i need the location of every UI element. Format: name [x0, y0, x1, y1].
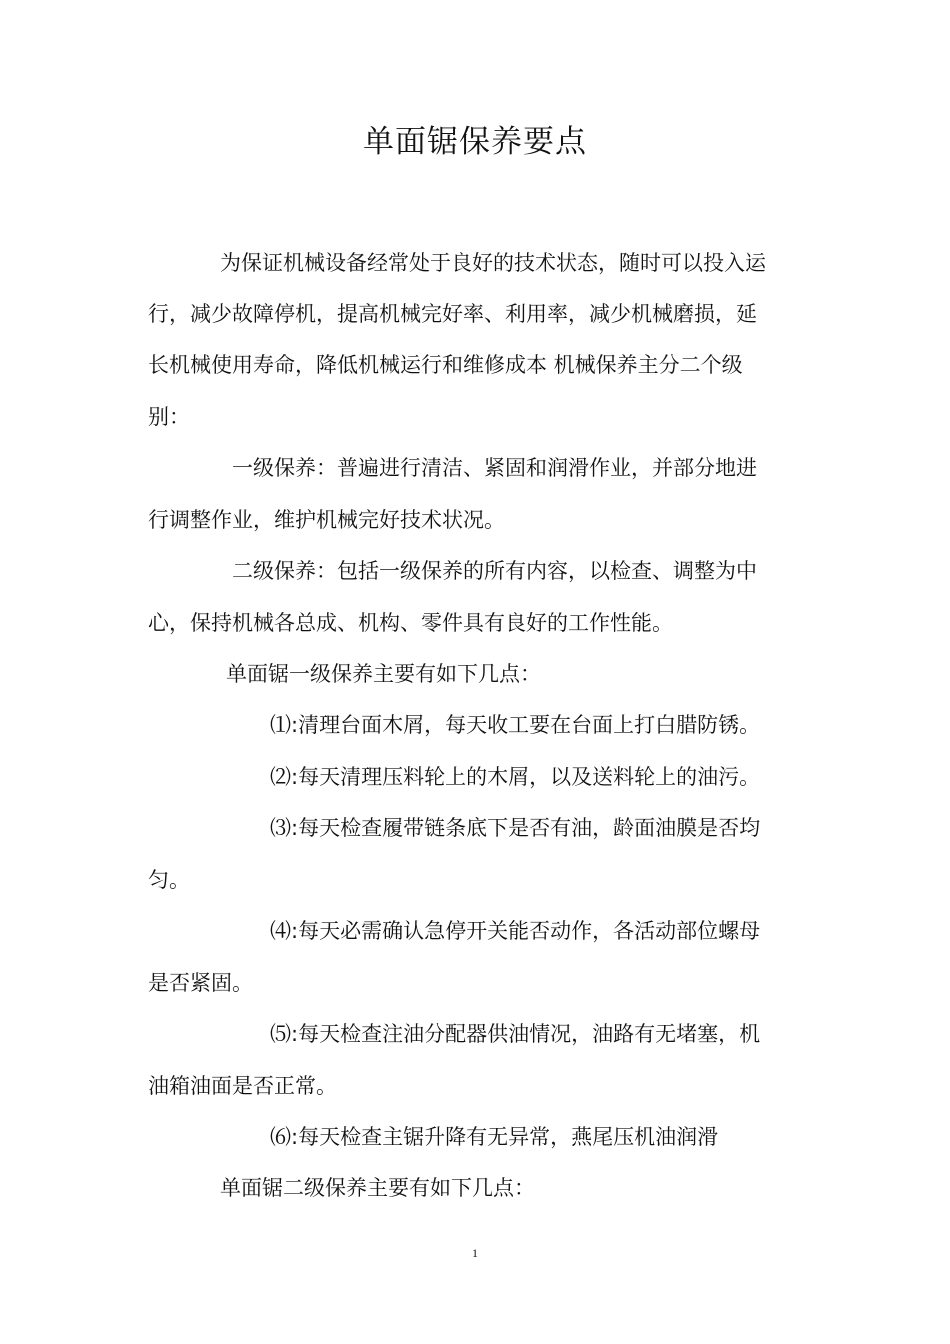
list-item-3-cont: 匀。 [148, 868, 190, 892]
list-item-4: ⑷:每天必需确认急停开关能否动作，各活动部位螺母 [270, 919, 761, 943]
level2-heading: 单面锯二级保养主要有如下几点： [220, 1176, 535, 1200]
level2-line-1: 二级保养：包括一级保养的所有内容，以检查、调整为中 [232, 559, 757, 583]
level1-line-1: 一级保养：普遍进行清洁、紧固和润滑作业，并部分地进 [232, 456, 757, 480]
list-item-6: ⑹:每天检查主锯升降有无异常，燕尾压机油润滑 [270, 1125, 719, 1149]
list-item-4-cont: 是否紧固。 [148, 971, 253, 995]
intro-line-2: 行，减少故障停机，提高机械完好率、利用率，减少机械磨损，延 [148, 302, 757, 326]
page-number: 1 [472, 1246, 478, 1260]
intro-line-1: 为保证机械设备经常处于良好的技术状态，随时可以投入运 [220, 251, 766, 275]
document-title: 单面锯保养要点 [363, 124, 587, 160]
intro-line-3: 长机械使用寿命，降低机械运行和维修成本 机械保养主分二个级 [148, 353, 743, 377]
list-item-5: ⑸:每天检查注油分配器供油情况，油路有无堵塞，机 [270, 1022, 761, 1046]
list-item-5-cont: 油箱油面是否正常。 [148, 1074, 337, 1098]
list-item-1: ⑴:清理台面木屑，每天收工要在台面上打白腊防锈。 [270, 713, 761, 737]
level1-heading: 单面锯一级保养主要有如下几点： [226, 662, 541, 686]
intro-line-4: 别： [148, 405, 190, 429]
level2-line-2: 心，保持机械各总成、机构、零件具有良好的工作性能。 [148, 611, 673, 635]
list-item-3: ⑶:每天检查履带链条底下是否有油，龄面油膜是否均 [270, 816, 761, 840]
list-item-2: ⑵:每天清理压料轮上的木屑，以及送料轮上的油污。 [270, 765, 761, 789]
level1-line-2: 行调整作业，维护机械完好技术状况。 [148, 508, 505, 532]
